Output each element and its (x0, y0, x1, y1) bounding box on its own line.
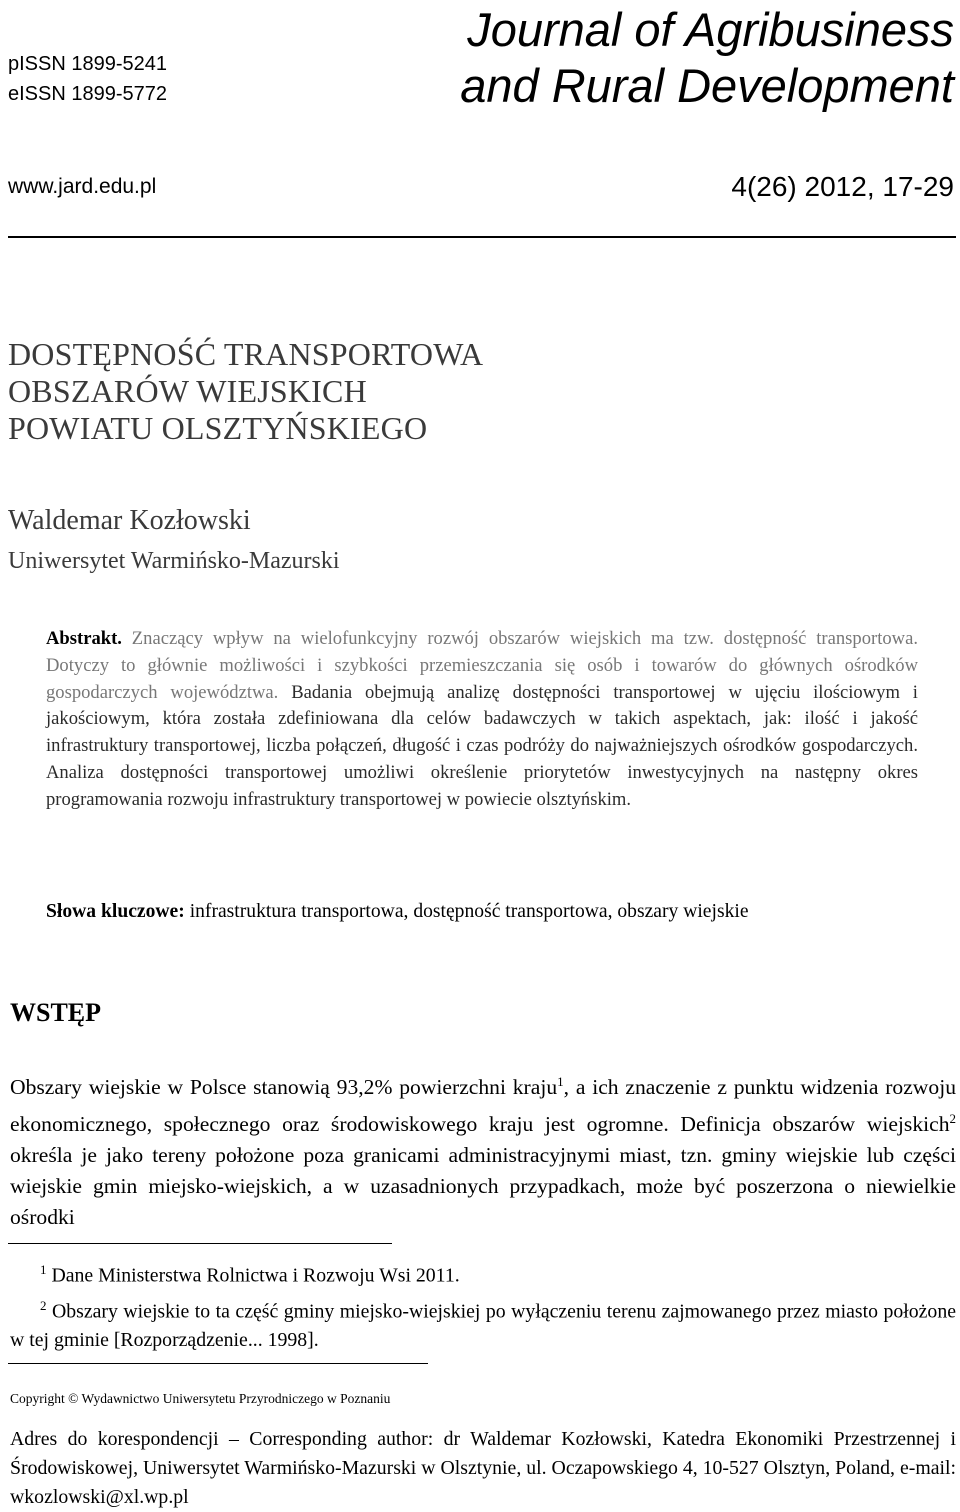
body-paragraph (10, 1066, 956, 1233)
keywords-label: Słowa kluczowe: (46, 901, 185, 922)
title-line2: OBSZARÓW WIEJSKICH (8, 373, 367, 409)
issn-block (8, 49, 167, 109)
article-title (8, 336, 483, 447)
footnote-2-text: Obszary wiejskie to ta część gminy miejsko-wiejskiej po wyłączeniu terenu zajmowanego przez miasto położone w tej gminie [Rozporządzenie... 1998]. (10, 1300, 956, 1352)
author-name: Waldemar Kozłowski (8, 505, 251, 536)
author-affiliation: Uniwersytet Warmińsko-Mazurski (8, 548, 340, 574)
footnote-1-text: Dane Ministerstwa Rolnictwa i Rozwoju Wsi 2011. (46, 1264, 460, 1287)
copyright-notice: Copyright © Wydawnictwo Uniwersytetu Przyrodniczego w Poznaniu (10, 1391, 391, 1406)
footnote-1-number: 1 (40, 1262, 47, 1277)
footnote-ref-2[interactable]: 2 (949, 1111, 956, 1127)
footnote-ref-1[interactable]: 1 (557, 1074, 564, 1089)
keywords (46, 901, 946, 923)
header-divider (8, 236, 956, 238)
footnote-divider (8, 1243, 392, 1244)
body-text-c: określa je jako tereny położone poza granicami administracyjnymi miast, tzn. gminy wiejskie lub części wiejskie gmin miejsko-wiejskich, a w uzasadnionych przypadkach, może być poszerzona o niewielkie ośrodki (10, 1143, 956, 1230)
section-heading: WSTĘP (10, 998, 102, 1027)
issue-volume: 4(26) 2012, 17-29 (731, 171, 954, 202)
title-line1: DOSTĘPNOŚĆ TRANSPORTOWA (8, 336, 484, 372)
title-line3: POWIATU OLSZTYŃSKIEGO (8, 410, 428, 446)
footnote-1 (10, 1255, 956, 1291)
issn-online: eISSN 1899-5772 (8, 83, 168, 105)
abstract-text-part2: Dotyczy to głównie możliwości i szybkości przemieszczania się osób i towarów do głównych ośrodków gospodarczych województwa. (46, 654, 918, 703)
body-text-b: , a ich znaczenie z punktu widzenia rozwoju ekonomicznego, społecznego oraz środowiskowego kraju jest ogromne. Definicja obszarów wiejskich (10, 1075, 956, 1137)
keywords-text: infrastruktura transportowa, dostępność transportowa, obszary wiejskie (184, 901, 749, 922)
footnotes (10, 1255, 956, 1355)
issn-print: pISSN 1899-5241 (8, 53, 168, 75)
abstract-text-part1: Znaczący wpływ na wielofunkcyjny rozwój obszarów wiejskich ma tzw. dostępność transportowa. (121, 628, 918, 649)
body-text-a: Obszary wiejskie w Polsce stanowią 93,2% powierzchni kraju (10, 1075, 558, 1100)
journal-title (460, 2, 954, 114)
correspondence-address: Adres do korespondencji – Corresponding author: dr Waldemar Kozłowski, Katedra Ekonomiki Przestrzennej i Środowiskowej, Uniwersytet Warmińsko-Mazurski w Olsztynie, ul. Oczapowskiego 4, 10-527 Olsztyn, Poland, e-mail: wkozlowski@xl.wp.pl (10, 1428, 956, 1508)
copyright-divider (8, 1363, 428, 1364)
footnote-2 (10, 1291, 956, 1356)
abstract-label: Abstrakt. (46, 628, 122, 649)
abstract (46, 626, 918, 814)
footnote-2-number: 2 (40, 1297, 47, 1313)
journal-title-line2: and Rural Development (460, 59, 954, 112)
abstract-text-part3: Badania obejmują analizę dostępności transportowej w ujęciu ilościowym i jakościowym, która została zdefiniowana dla celów badawczych w takich aspektach, jak: ilość i jakość infrastruktury transportowej, liczba połączeń, długość i czas podróży do najważniejszych ośrodków gospodarczych. Analiza dostępności transportowej umożliwi określenie priorytetów inwestycyjnych na następny okres programowania rozwoju infrastruktury transportowej w powiecie olsztyńskim. (46, 681, 918, 810)
journal-title-line1: Journal of Agribusiness (467, 3, 954, 56)
journal-url[interactable]: www.jard.edu.pl (8, 175, 157, 198)
